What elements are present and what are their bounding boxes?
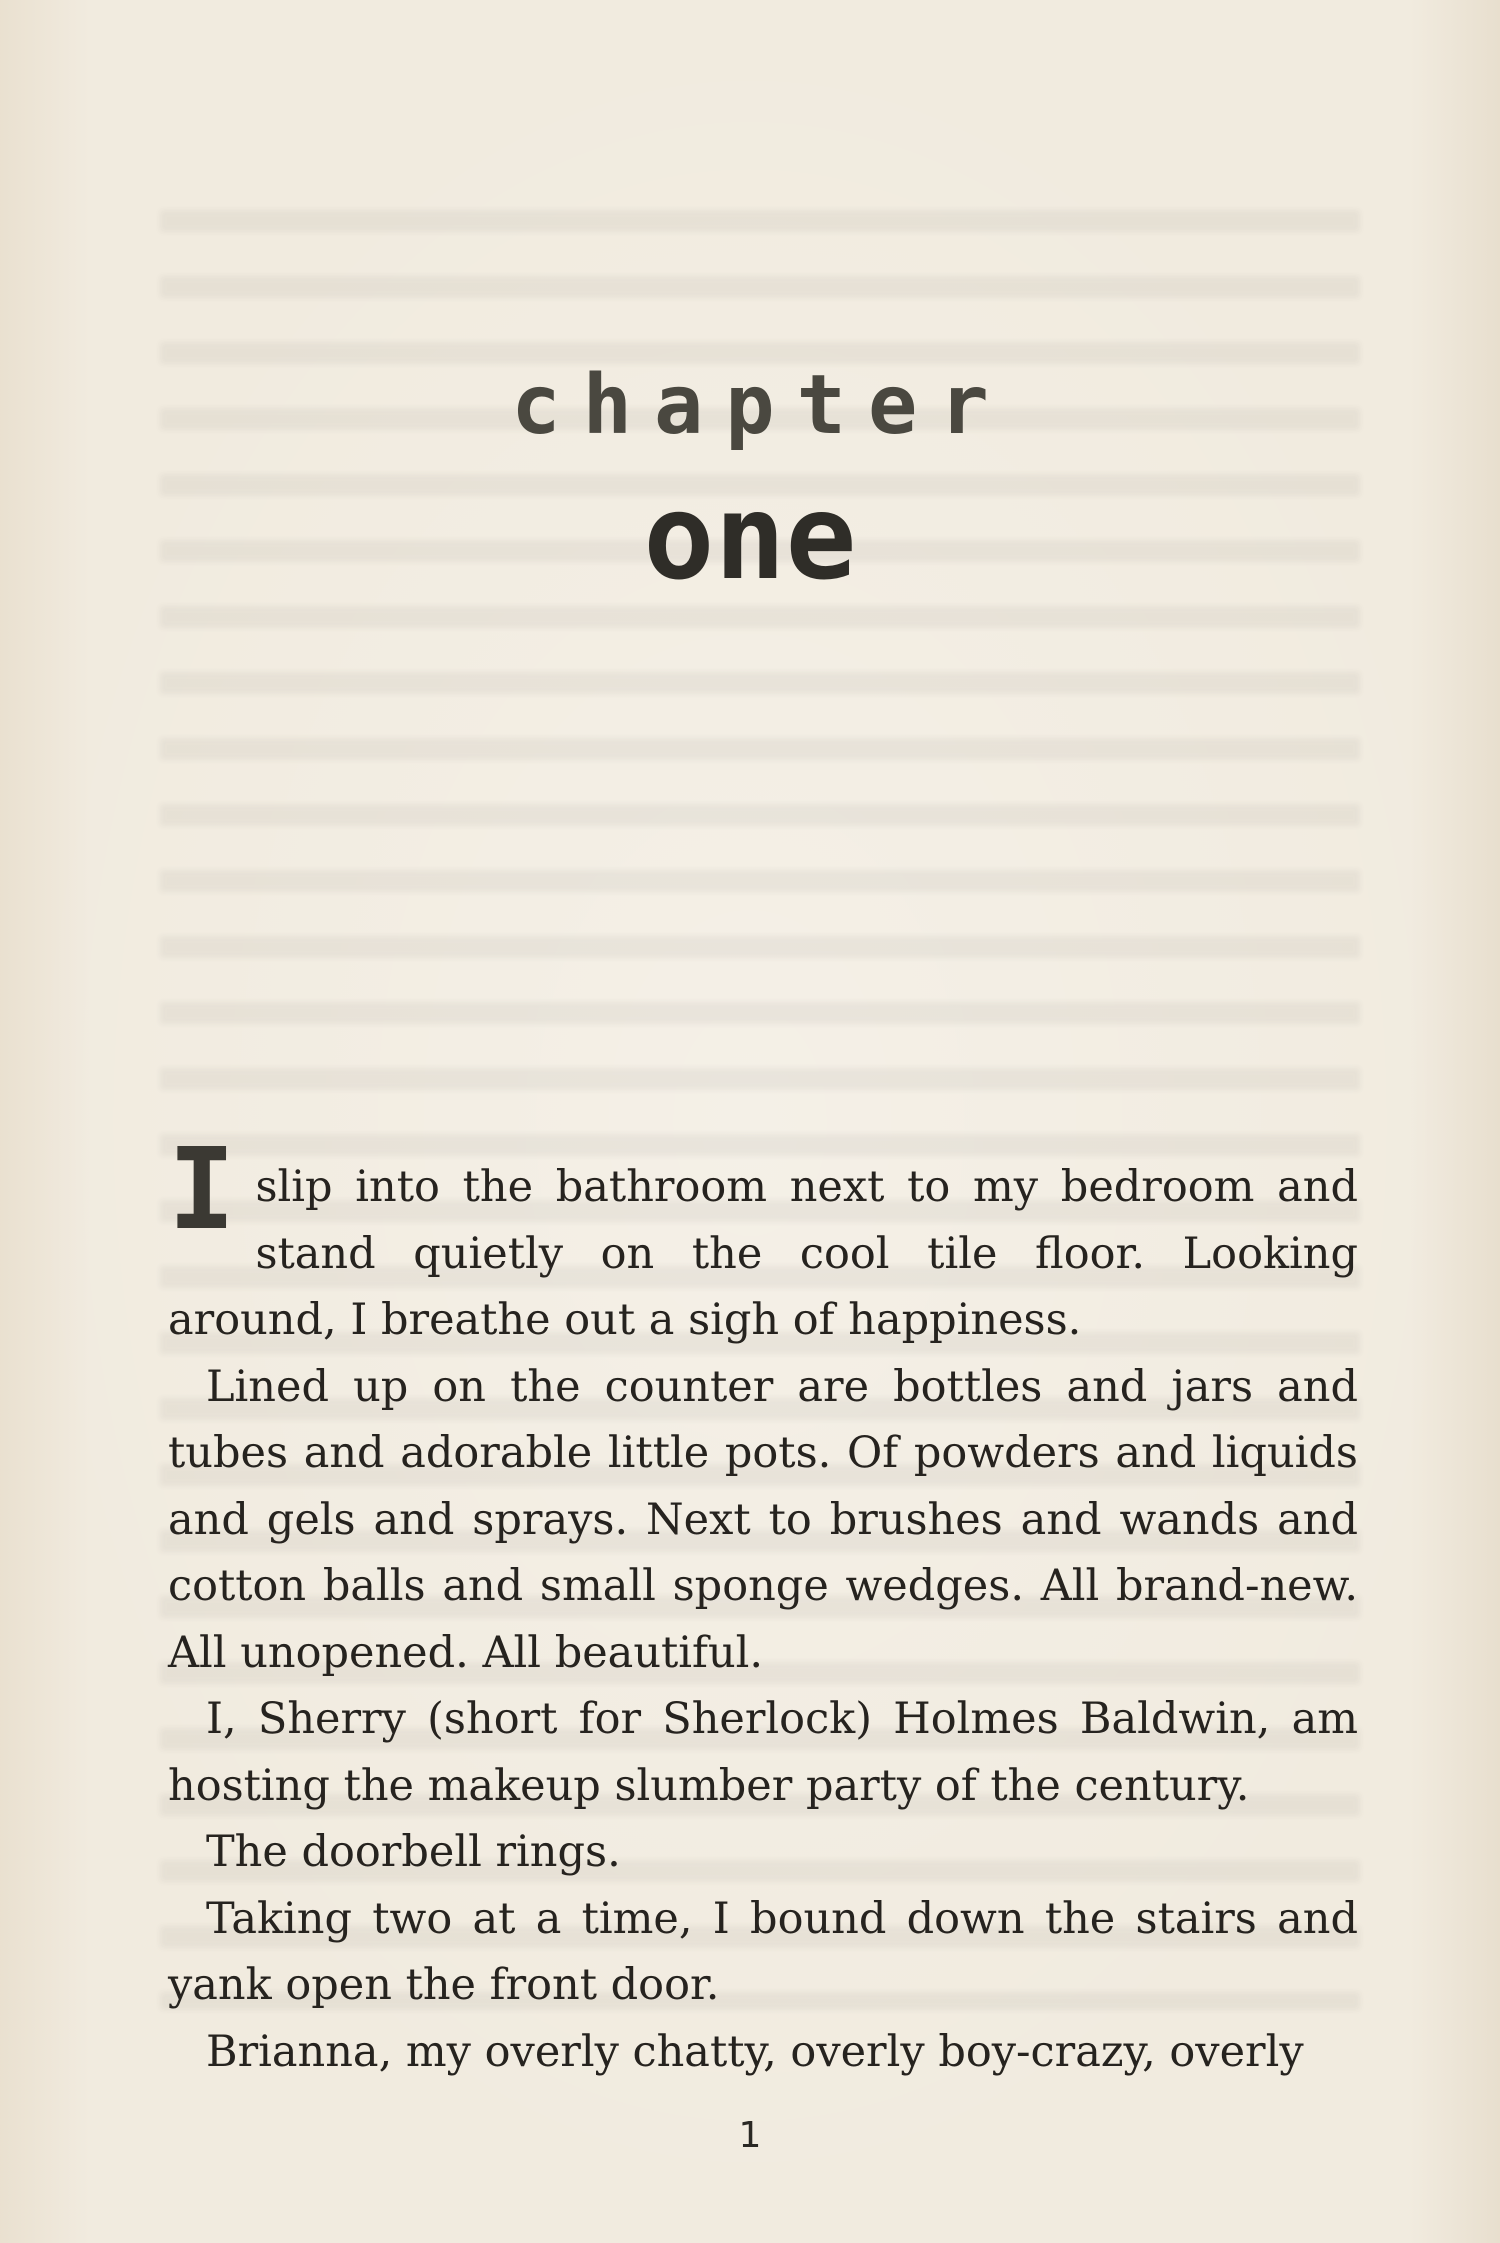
paragraph-6: Brianna, my overly chatty, overly boy-crazy, overly bbox=[206, 2026, 1304, 2077]
chapter-label: chapter bbox=[511, 358, 1011, 453]
paragraph-2: Lined up on the counter are bottles and jars and tubes and adorable little pots. Of powders and liquids and gels and sprays. Next to brushes and wands and cotton balls and small sponge wedges. All brand-new. All unopened. All beautiful. bbox=[168, 1361, 1358, 1678]
page-number: 1 bbox=[738, 2115, 762, 2156]
paragraph-3: I, Sherry (short for Sherlock) Holmes Baldwin, am hosting the makeup slumber party of the century. bbox=[168, 1694, 1358, 1811]
paragraph-1 bbox=[168, 1125, 1358, 1354]
paragraph-4: The doorbell rings. bbox=[206, 1827, 621, 1877]
chapter-body bbox=[168, 1125, 1358, 2085]
paragraph-5: Taking two at a time, I bound down the stairs and yank open the front door. bbox=[168, 1893, 1358, 2010]
paragraph-1-text: slip into the bathroom next to my bedroom and stand quietly on the cool tile floor. Looking around, I breathe out a sigh of happiness. bbox=[168, 1162, 1358, 1345]
chapter-number: one bbox=[643, 468, 857, 606]
drop-cap: I bbox=[168, 1125, 236, 1255]
